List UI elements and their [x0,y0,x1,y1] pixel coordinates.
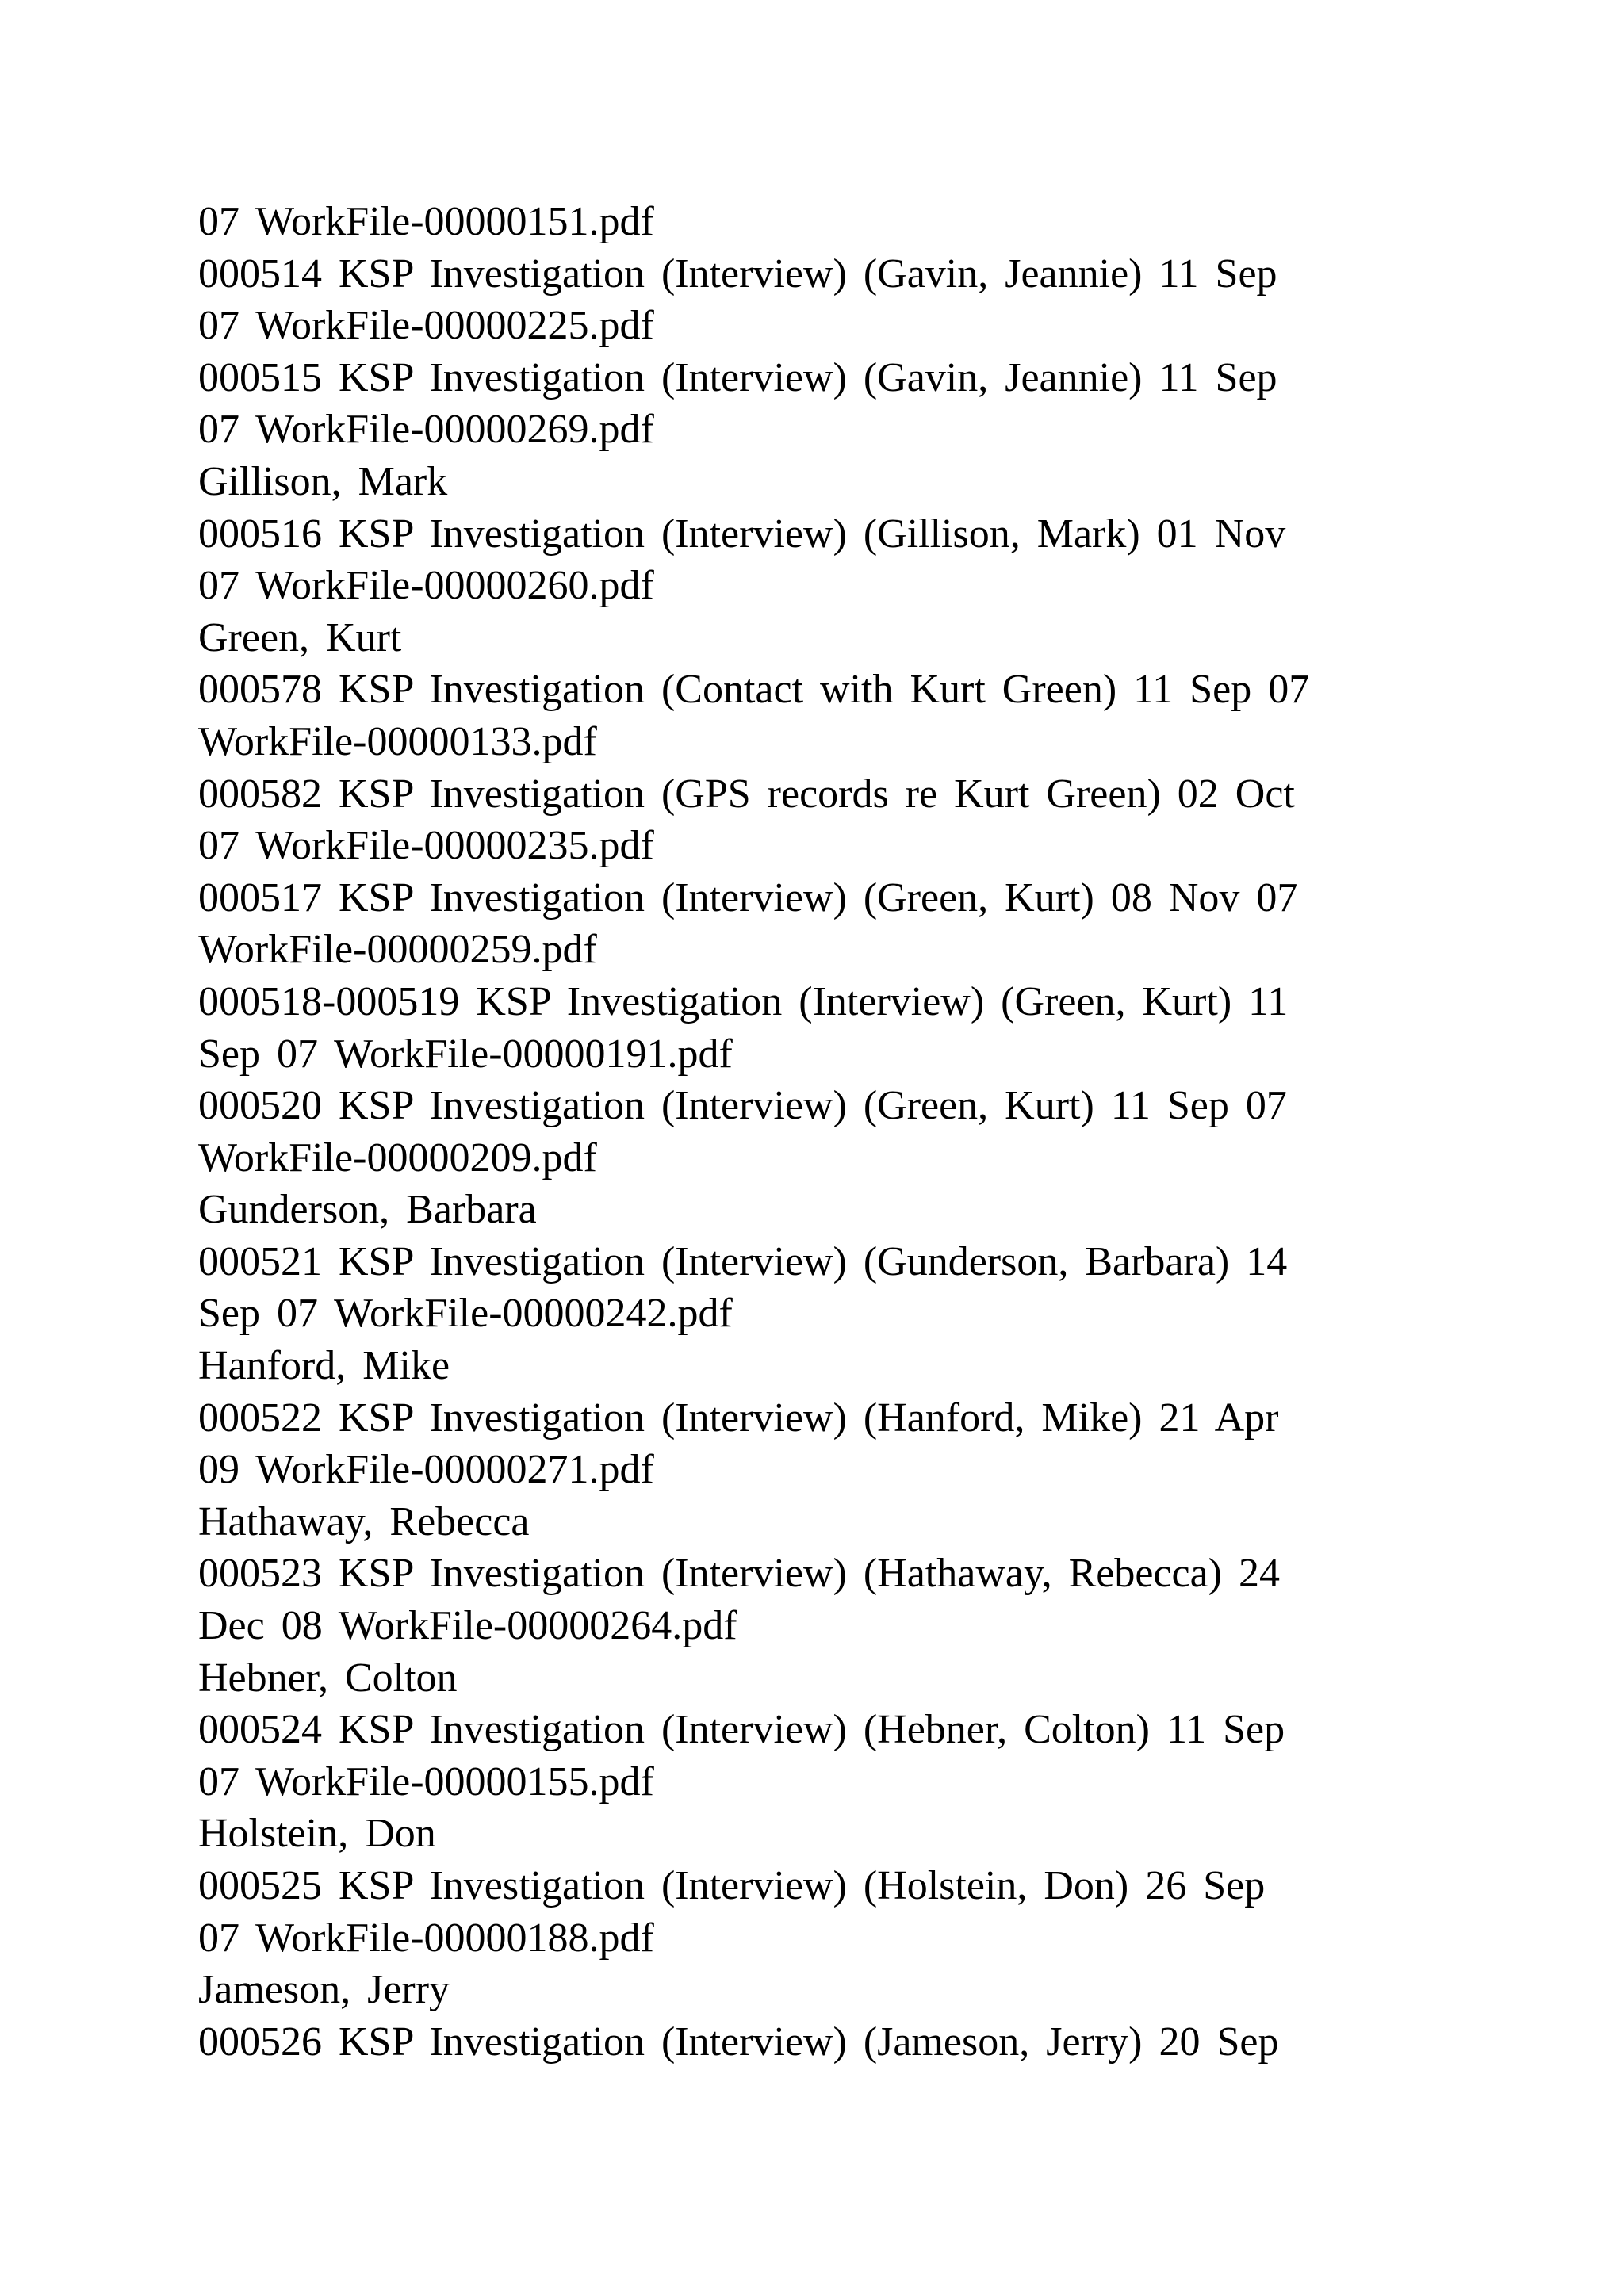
document-line: Sep 07 WorkFile-00000191.pdf [198,1031,733,1077]
document-line: 000515 KSP Investigation (Interview) (Gavin, Jeannie) 11 Sep [198,354,1277,400]
document-line: 000516 KSP Investigation (Interview) (Gillison, Mark) 01 Nov [198,511,1286,557]
document-line: 000518-000519 KSP Investigation (Interview) (Green, Kurt) 11 [198,978,1289,1024]
name-heading: Gunderson, Barbara [198,1187,537,1233]
document-line: 000520 KSP Investigation (Interview) (Green, Kurt) 11 Sep 07 [198,1083,1287,1129]
document-line: Sep 07 WorkFile-00000242.pdf [198,1291,733,1337]
document-line: 07 WorkFile-00000235.pdf [198,823,654,869]
document-line: 07 WorkFile-00000225.pdf [198,303,654,349]
name-heading: Hanford, Mike [198,1343,450,1389]
document-line: 07 WorkFile-00000151.pdf [198,199,654,244]
name-heading: Jameson, Jerry [198,1967,450,2013]
name-heading: Green, Kurt [198,614,402,660]
document-line: 000514 KSP Investigation (Interview) (Gavin, Jeannie) 11 Sep [198,251,1277,297]
document-line: 000525 KSP Investigation (Interview) (Holstein, Don) 26 Sep [198,1863,1266,1908]
document-line: 07 WorkFile-00000188.pdf [198,1915,654,1961]
name-heading: Holstein, Don [198,1811,436,1857]
document-line: 09 WorkFile-00000271.pdf [198,1447,654,1493]
name-heading: Gillison, Mark [198,458,448,504]
name-heading: Hebner, Colton [198,1655,458,1701]
document-line: 07 WorkFile-00000155.pdf [198,1758,654,1804]
document-line: 000523 KSP Investigation (Interview) (Hathaway, Rebecca) 24 [198,1551,1280,1597]
document-line: WorkFile-00000209.pdf [198,1135,597,1181]
document-line: Dec 08 WorkFile-00000264.pdf [198,1603,737,1649]
document-line: 000578 KSP Investigation (Contact with Kurt Green) 11 Sep 07 [198,667,1310,713]
document-line: WorkFile-00000259.pdf [198,927,597,973]
document-line: 000526 KSP Investigation (Interview) (Jameson, Jerry) 20 Sep [198,2019,1279,2064]
document-line: 000582 KSP Investigation (GPS records re Kurt Green) 02 Oct [198,771,1295,817]
document-line: 000521 KSP Investigation (Interview) (Gunderson, Barbara) 14 [198,1238,1288,1284]
document-line: 07 WorkFile-00000260.pdf [198,563,654,609]
document-line: 07 WorkFile-00000269.pdf [198,407,654,453]
document-text-block [198,196,1499,2068]
document-line: WorkFile-00000133.pdf [198,718,597,764]
document-line: 000522 KSP Investigation (Interview) (Hanford, Mike) 21 Apr [198,1395,1279,1441]
document-line: 000517 KSP Investigation (Interview) (Green, Kurt) 08 Nov 07 [198,874,1298,920]
name-heading: Hathaway, Rebecca [198,1498,530,1544]
document-line: 000524 KSP Investigation (Interview) (Hebner, Colton) 11 Sep [198,1707,1285,1753]
